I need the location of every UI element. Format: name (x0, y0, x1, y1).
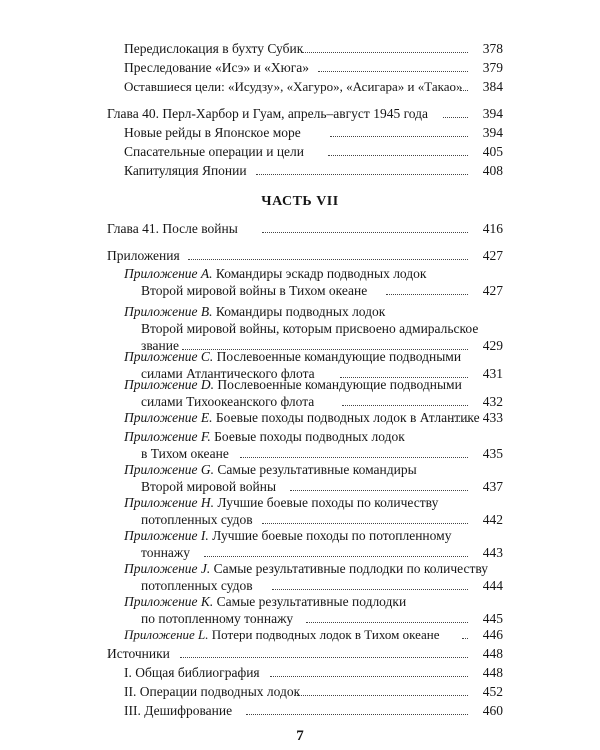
dot-leader (330, 136, 468, 137)
toc-page-number: 408 (482, 163, 503, 178)
toc-entry-title: Глава 40. Перл-Харбор и Гуам, апрель–август 1945 года (107, 106, 429, 121)
toc-page-number: 379 (482, 60, 503, 75)
dot-leader (306, 622, 468, 623)
toc-entry-title: Самые результативные командиры (217, 462, 417, 477)
toc-entry-title: в Тихом океане (141, 446, 229, 461)
appendix-label: Приложение D. (124, 377, 215, 392)
toc-entry-title: Второй мировой войны (141, 479, 277, 494)
dot-leader (188, 259, 468, 260)
dot-leader (443, 117, 468, 118)
toc-entry-title: Второй мировой войны в Тихом океане (141, 283, 368, 298)
dot-leader (302, 52, 468, 53)
toc-page-number: 444 (482, 578, 503, 593)
toc-entry-title: Командиры подводных лодок (215, 304, 386, 319)
appendix-label: Приложение B. (124, 304, 213, 319)
toc-entry-title: Боевые походы подводных лодок в Атлантике (215, 410, 480, 425)
toc-page-number: 460 (482, 703, 503, 718)
toc-entry-title: силами Тихоокеанского флота (141, 394, 315, 409)
toc-entry-title: звание (141, 338, 179, 353)
toc-page-number: 448 (482, 646, 503, 661)
toc-entry-title: Оставшиеся цели: «Исудзу», «Хагуро», «Асигара» и «Такао» (124, 79, 463, 94)
dot-leader (240, 457, 468, 458)
toc-page-number: 429 (482, 338, 503, 353)
dot-leader (270, 676, 468, 677)
toc-page-number: 442 (482, 512, 503, 527)
toc-page-number: 446 (482, 627, 503, 642)
toc-page-number: 378 (482, 41, 503, 56)
toc-entry-title: тоннажу (141, 545, 190, 560)
toc-entry-title: III. Дешифрование (124, 703, 233, 718)
dot-leader (262, 232, 468, 233)
dot-leader (272, 589, 468, 590)
appendix-label: Приложение L. (124, 627, 209, 642)
part-heading: ЧАСТЬ VII (261, 194, 339, 209)
toc-entry-title: силами Атлантического флота (141, 366, 315, 381)
toc-entry-title: Капитуляция Японии (124, 163, 247, 178)
toc-page-number: 384 (482, 79, 503, 94)
toc-entry-title: I. Общая библиография (124, 665, 260, 680)
dot-leader (256, 174, 468, 175)
toc-entry-title: Преследование «Исэ» и «Хюга» (124, 60, 310, 75)
toc-page-number: 427 (482, 283, 503, 298)
appendix-label: Приложение I. (124, 528, 209, 543)
dot-leader (342, 405, 468, 406)
toc-entry-title: потопленных судов (141, 512, 253, 527)
appendix-label: Приложение H. (124, 495, 215, 510)
toc-entry-title: Второй мировой войны, которым присвоено адмиральское (141, 321, 479, 336)
appendix-label: Приложение F. (124, 429, 211, 444)
toc-page-number: 427 (482, 248, 503, 263)
dot-leader (180, 657, 468, 658)
toc-entry-title: по потопленному тоннажу (141, 611, 294, 626)
toc-page-number: 394 (482, 106, 503, 121)
dot-leader (246, 714, 468, 715)
toc-entry-title: Приложения (107, 248, 180, 263)
toc-page-number: 437 (482, 479, 503, 494)
toc-entry-title: Новые рейды в Японское море (124, 125, 301, 140)
toc-page-number: 394 (482, 125, 503, 140)
toc-page-number: 432 (482, 394, 503, 409)
toc-entry-title: Послевоенные командующие подводными (216, 349, 462, 364)
toc-entry-title: Командиры эскадр подводных лодок (215, 266, 427, 281)
toc-entry-title: Лучшие боевые походы по потопленному (212, 528, 452, 543)
toc-entry-title: II. Операции подводных лодок (124, 684, 301, 699)
toc-page-number: 433 (482, 410, 503, 425)
toc-entry-title: Самые результативные подлодки по количеству (213, 561, 489, 576)
toc-page-number: 443 (482, 545, 503, 560)
dot-leader (204, 556, 468, 557)
dot-leader (328, 155, 468, 156)
toc-page-number: 416 (482, 221, 503, 236)
toc-entry-title: Боевые походы подводных лодок (214, 429, 405, 444)
toc-entry-title: Самые результативные подлодки (216, 594, 407, 609)
toc-page-number: 448 (482, 665, 503, 680)
toc-page-number: 452 (482, 684, 503, 699)
toc-entry-title: Спасательные операции и цели (124, 144, 305, 159)
appendix-label: Приложение A. (124, 266, 213, 281)
appendix-label: Приложение J. (124, 561, 211, 576)
toc-page-number: 405 (482, 144, 503, 159)
toc-entry-title: Передислокация в бухту Субик (124, 41, 304, 56)
toc-entry-title: Глава 41. После войны (107, 221, 238, 236)
toc-entry-title: Послевоенные командующие подводными (217, 377, 462, 392)
dot-leader (290, 490, 468, 491)
appendix-label: Приложение E. (124, 410, 213, 425)
toc-entry-title: Источники (107, 646, 170, 661)
dot-leader (448, 421, 468, 422)
dot-leader (294, 695, 468, 696)
toc-entry-title: Лучшие боевые походы по количеству (217, 495, 439, 510)
toc-page-number: 431 (482, 366, 503, 381)
page-number: 7 (296, 728, 304, 744)
dot-leader (386, 294, 468, 295)
toc-page-number: 435 (482, 446, 503, 461)
dot-leader (460, 90, 468, 91)
toc-entry-title: Потери подводных лодок в Тихом океане (211, 627, 440, 642)
dot-leader (462, 638, 468, 639)
appendix-label: Приложение C. (124, 349, 214, 364)
dot-leader (262, 523, 468, 524)
appendix-label: Приложение K. (124, 594, 214, 609)
toc-page-number: 445 (482, 611, 503, 626)
appendix-label: Приложение G. (124, 462, 215, 477)
dot-leader (318, 71, 468, 72)
toc-entry-title: потопленных судов (141, 578, 253, 593)
